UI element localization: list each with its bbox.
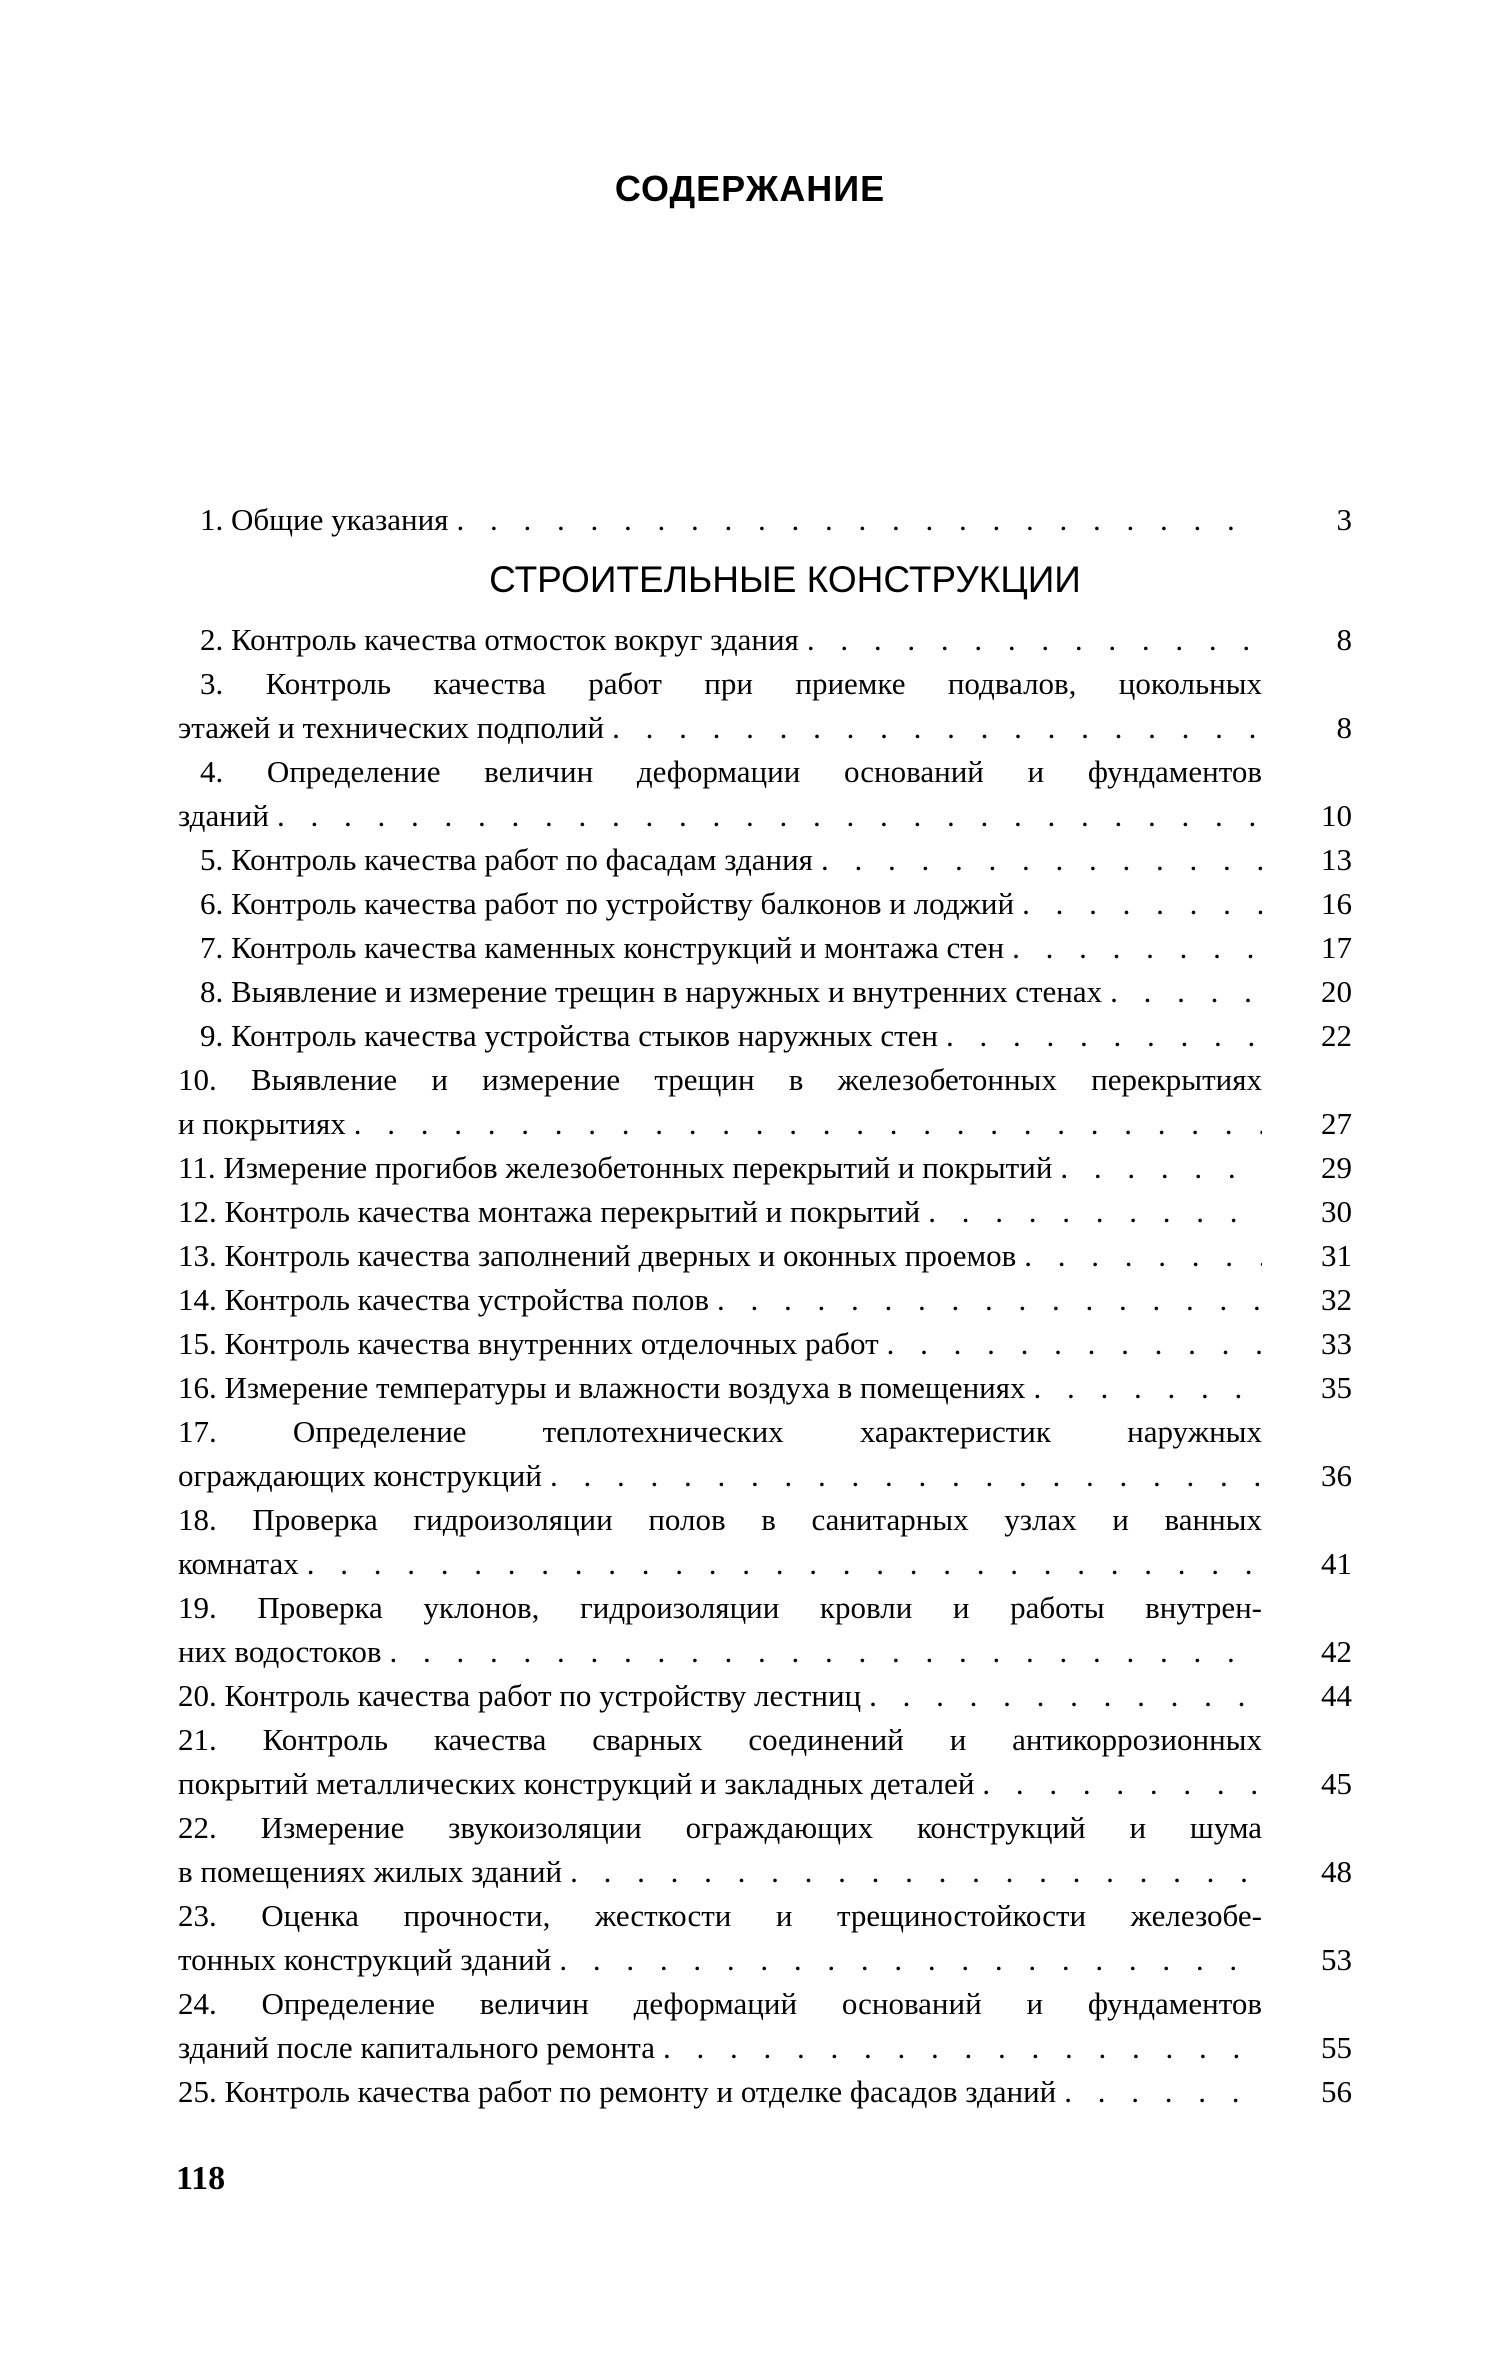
toc-entry xyxy=(178,970,1352,1014)
page-number: 118 xyxy=(176,2160,226,2197)
toc-entry xyxy=(178,1674,1352,1718)
toc-entry-text: и покрытиях xyxy=(178,1106,346,1141)
dot-leader xyxy=(1110,970,1262,1014)
toc-entry-last-line xyxy=(178,970,1352,1014)
toc-entry xyxy=(178,1982,1352,2070)
toc-entry xyxy=(178,1806,1352,1894)
toc-page-number: 17 xyxy=(1321,930,1352,965)
toc-entry-text: 5. Контроль качества работ по фасадам здания xyxy=(200,842,813,877)
dot-leader xyxy=(821,838,1262,882)
toc-entry-last-line xyxy=(178,1762,1352,1806)
dot-leader xyxy=(1022,882,1262,926)
toc-page-number: 8 xyxy=(1336,622,1352,657)
dot-leader xyxy=(1034,1366,1262,1410)
dot-leader xyxy=(982,1762,1262,1806)
toc-entry xyxy=(178,1278,1352,1322)
toc-entry-line: 17. Определение теплотехнических характеристик наружных xyxy=(178,1414,1262,1449)
toc-entry-last-line xyxy=(178,618,1352,662)
toc-entry xyxy=(178,1718,1352,1806)
dot-leader xyxy=(928,1190,1262,1234)
toc-entry xyxy=(178,498,1352,542)
toc-entry-last-line xyxy=(178,1674,1352,1718)
toc-entry-text: зданий после капитального ремонта xyxy=(178,2030,655,2065)
toc-entry-last-line xyxy=(178,1366,1352,1410)
toc-entry-text: 13. Контроль качества заполнений дверных и оконных проемов xyxy=(178,1238,1017,1273)
toc-entry-text: 11. Измерение прогибов железобетонных перекрытий и покрытий xyxy=(178,1150,1053,1185)
toc-entry-line: 21. Контроль качества сварных соединений и антикоррозионных xyxy=(178,1722,1262,1757)
toc-entry-text: 12. Контроль качества монтажа перекрытий и покрытий xyxy=(178,1194,921,1229)
toc-entry-last-line xyxy=(178,1542,1352,1586)
toc-page-number: 30 xyxy=(1321,1194,1352,1229)
dot-leader xyxy=(1064,2070,1262,2114)
toc-page-number: 3 xyxy=(1336,502,1352,537)
toc-page-number: 13 xyxy=(1321,842,1352,877)
toc-entry-text: них водостоков xyxy=(178,1634,382,1669)
toc-entry-text: 1. Общие указания xyxy=(200,502,449,537)
toc-entry-last-line xyxy=(178,2026,1352,2070)
toc-page-number: 33 xyxy=(1321,1326,1352,1361)
dot-leader xyxy=(570,1850,1262,1894)
toc-page-number: 31 xyxy=(1321,1238,1352,1273)
toc-entry xyxy=(178,1190,1352,1234)
toc-entry-last-line xyxy=(178,794,1352,838)
toc-entry-last-line xyxy=(178,1014,1352,1058)
toc-entry-line: 3. Контроль качества работ при приемке подвалов, цокольных xyxy=(200,666,1262,701)
dot-leader xyxy=(807,618,1262,662)
toc-entry-text: зданий xyxy=(178,798,269,833)
toc-entry-text: в помещениях жилых зданий xyxy=(178,1854,563,1889)
toc-page-number: 20 xyxy=(1321,974,1352,1009)
toc-entry xyxy=(178,1498,1352,1586)
toc-page-number: 35 xyxy=(1321,1370,1352,1405)
toc-entry-text: 9. Контроль качества устройства стыков наружных стен xyxy=(200,1018,938,1053)
toc-entry xyxy=(178,1058,1352,1146)
toc-page-number: 48 xyxy=(1321,1854,1352,1889)
toc-page-number: 55 xyxy=(1321,2030,1352,2065)
page-title: СОДЕРЖАНИЕ xyxy=(614,168,886,209)
toc-entry-last-line xyxy=(178,926,1352,970)
toc-page-number: 42 xyxy=(1321,1634,1352,1669)
toc-entry xyxy=(178,1014,1352,1058)
toc-entry xyxy=(178,1322,1352,1366)
table-of-contents xyxy=(178,498,1352,2114)
section-heading: СТРОИТЕЛЬНЫЕ КОНСТРУКЦИИ xyxy=(489,559,1081,600)
toc-entry-last-line xyxy=(178,1278,1352,1322)
dot-leader xyxy=(277,794,1262,838)
toc-entry-text: этажей и технических подполий xyxy=(178,710,605,745)
toc-entry-line: 18. Проверка гидроизоляции полов в санитарных узлах и ванных xyxy=(178,1502,1262,1537)
toc-entry-last-line xyxy=(178,1850,1352,1894)
toc-page-number: 32 xyxy=(1321,1282,1352,1317)
toc-entry xyxy=(178,1894,1352,1982)
toc-entry xyxy=(178,2070,1352,2114)
toc-page-number: 27 xyxy=(1321,1106,1352,1141)
toc-entry-last-line xyxy=(178,2070,1352,2114)
dot-leader xyxy=(550,1454,1262,1498)
dot-leader xyxy=(717,1278,1262,1322)
toc-page-number: 10 xyxy=(1321,798,1352,833)
toc-entry-last-line xyxy=(178,1234,1352,1278)
toc-page-number: 29 xyxy=(1321,1150,1352,1185)
dot-leader xyxy=(390,1630,1262,1674)
toc-entry xyxy=(178,750,1352,838)
toc-entry-last-line xyxy=(178,498,1352,542)
toc-entry xyxy=(178,662,1352,750)
toc-entry xyxy=(178,1366,1352,1410)
dot-leader xyxy=(1024,1234,1262,1278)
toc-entry-last-line xyxy=(178,1454,1352,1498)
toc-entry-last-line xyxy=(178,1630,1352,1674)
toc-entry-last-line xyxy=(178,882,1352,926)
toc-entry xyxy=(178,1586,1352,1674)
toc-entry xyxy=(178,882,1352,926)
toc-page-number: 44 xyxy=(1321,1678,1352,1713)
dot-leader xyxy=(1060,1146,1262,1190)
toc-entry-line: 4. Определение величин деформации оснований и фундаментов xyxy=(200,754,1262,789)
toc-entry-last-line xyxy=(178,1146,1352,1190)
toc-entry-last-line xyxy=(178,1938,1352,1982)
toc-entry-text: 16. Измерение температуры и влажности воздуха в помещениях xyxy=(178,1370,1026,1405)
toc-entry-line: 24. Определение величин деформаций оснований и фундаментов xyxy=(178,1986,1262,2021)
toc-page-number: 8 xyxy=(1336,710,1352,745)
dot-leader xyxy=(612,706,1262,750)
dot-leader xyxy=(456,498,1262,542)
toc-entries xyxy=(178,618,1352,2114)
dot-leader xyxy=(559,1938,1262,1982)
toc-entry-text: 8. Выявление и измерение трещин в наружных и внутренних стенах xyxy=(200,974,1103,1009)
toc-entry-line: 19. Проверка уклонов, гидроизоляции кровли и работы внутрен- xyxy=(178,1590,1262,1625)
toc-entry-text: 15. Контроль качества внутренних отделочных работ xyxy=(178,1326,879,1361)
dot-leader xyxy=(946,1014,1262,1058)
toc-entry-text: ограждающих конструкций xyxy=(178,1458,542,1493)
dot-leader xyxy=(307,1542,1262,1586)
toc-entry-text: 20. Контроль качества работ по устройству лестниц xyxy=(178,1678,862,1713)
toc-entry xyxy=(178,1234,1352,1278)
toc-entry-text: 25. Контроль качества работ по ремонту и отделке фасадов зданий xyxy=(178,2074,1057,2109)
toc-entry-text: 14. Контроль качества устройства полов xyxy=(178,1282,709,1317)
toc-entry xyxy=(178,926,1352,970)
toc-page-number: 36 xyxy=(1321,1458,1352,1493)
toc-entry-text: 6. Контроль качества работ по устройству балконов и лоджий xyxy=(200,886,1015,921)
toc-page-number: 16 xyxy=(1321,886,1352,921)
toc-entry-last-line xyxy=(178,1102,1352,1146)
toc-page-number: 22 xyxy=(1321,1018,1352,1053)
toc-entry xyxy=(178,1146,1352,1190)
toc-entry-last-line xyxy=(178,1322,1352,1366)
toc-entry-text: 2. Контроль качества отмосток вокруг здания xyxy=(200,622,799,657)
toc-entry-line: 10. Выявление и измерение трещин в железобетонных перекрытиях xyxy=(178,1062,1262,1097)
toc-entry-line: 22. Измерение звукоизоляции ограждающих конструкций и шума xyxy=(178,1810,1262,1845)
toc-entry xyxy=(178,838,1352,882)
toc-page-number: 56 xyxy=(1321,2074,1352,2109)
toc-entry-last-line xyxy=(178,706,1352,750)
toc-page-number: 41 xyxy=(1321,1546,1352,1581)
toc-entry-last-line xyxy=(178,1190,1352,1234)
toc-page-number: 45 xyxy=(1321,1766,1352,1801)
toc-page-number: 53 xyxy=(1321,1942,1352,1977)
toc-entry-line: 23. Оценка прочности, жесткости и трещиностойкости железобе- xyxy=(178,1898,1262,1933)
toc-entry-text: тонных конструкций зданий xyxy=(178,1942,552,1977)
toc-entry-last-line xyxy=(178,838,1352,882)
dot-leader xyxy=(869,1674,1262,1718)
dot-leader xyxy=(354,1102,1262,1146)
dot-leader xyxy=(1012,926,1262,970)
toc-entry xyxy=(178,618,1352,662)
toc-entry-text: комнатах xyxy=(178,1546,299,1581)
dot-leader xyxy=(663,2026,1262,2070)
toc-entry xyxy=(178,1410,1352,1498)
dot-leader xyxy=(887,1322,1262,1366)
toc-entry-text: 7. Контроль качества каменных конструкций и монтажа стен xyxy=(200,930,1005,965)
toc-entry-text: покрытий металлических конструкций и закладных деталей xyxy=(178,1766,975,1801)
